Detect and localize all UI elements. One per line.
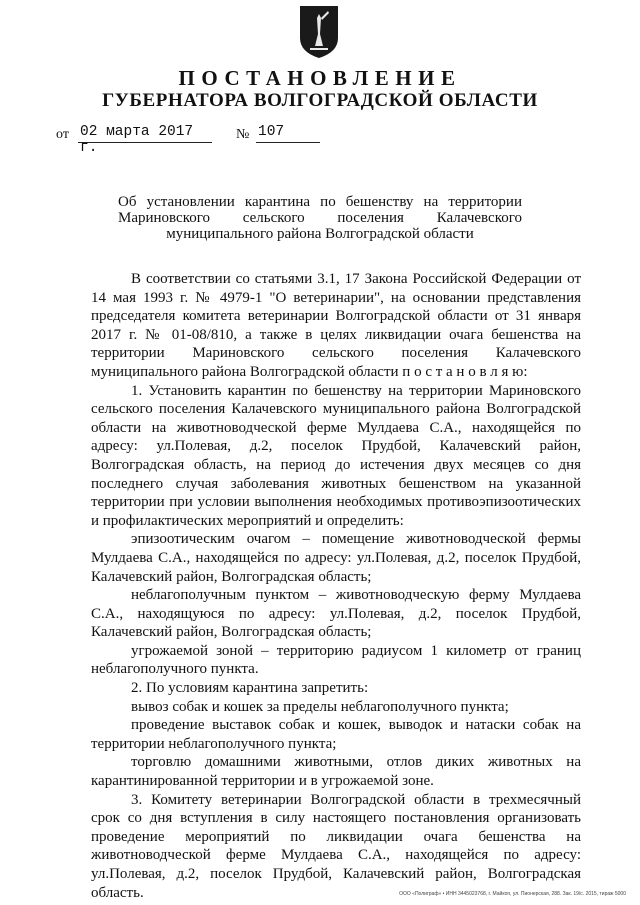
document-number: 107: [256, 124, 320, 143]
document-title: ПОСТАНОВЛЕНИЕ: [178, 66, 462, 90]
preamble-paragraph: В соответствии со статьями 3.1, 17 Закона Российской Федерации от 14 мая 1993 г. № 4979-1 "О ветеринарии", на основании представления председателя комитета ветеринарии Волгоградской области от 31 января 2017 г. № 01-08/810, а также в целях ликвидации очага бешенства на территории Мариновского сельского поселения Калачевского муниципального района Волгоградской области п о с т а н о в л я ю:: [91, 271, 581, 380]
dateline: [56, 124, 356, 156]
paragraph-2: 2. По условиям карантина запретить:: [131, 680, 369, 697]
document-subject: Об установлении карантина по бешенству на территории Мариновского сельского поселения Калачевского муниципального района Волгоградской области: [118, 194, 522, 242]
paragraph-3: 3. Комитету ветеринарии Волгоградской области в трехмесячный срок со дня вступления в силу настоящего постановления организовать проведение мероприятий по ликвидации очага бешенства на животноводческой ферме Мулдаева С.А., находящейся по адресу: ул.Полевая, д.2, поселок Прудбой, Калачевский район, Волгоградская область.: [91, 791, 581, 901]
paragraph-2a: вывоз собак и кошек за пределы неблагополучного пункта;: [131, 698, 509, 715]
date-prefix-label: от: [56, 127, 69, 142]
paragraph-2c: торговлю домашними животными, отлов диких животных на карантинированной территории и в угрожаемой зоне.: [91, 754, 581, 790]
paragraph-2b: проведение выставок собак и кошек, выводок и натаски собак на территории неблагополучного пункта;: [91, 717, 581, 752]
document-body: [91, 270, 581, 902]
number-sign-label: №: [236, 127, 250, 142]
paragraph-1b: неблагополучным пунктом – животноводческую ферму Мулдаева С.А., находящуюся по адресу: ул.Полевая, д.2, поселок Прудбой, Калачевский район, Волгоградская область;: [91, 587, 581, 641]
document-date: 02 марта 2017 г.: [78, 124, 212, 143]
paragraph-1: 1. Установить карантин по бешенству на территории Мариновского сельского поселения Калачевского муниципального района Волгоградской области на животноводческой ферме Мулдаева С.А., находящейся по адресу: ул.Полевая, д.2, поселок Прудбой, Калачевский район, Волгоградская область, на период до истечения двух месяцев со дня последнего случая заболевания животных бешенством на указанной территории при условии выполнения необходимых противоэпизоотических и профилактических мероприятий и определить:: [91, 382, 581, 529]
coat-of-arms-icon: [298, 4, 340, 60]
paragraph-1c: угрожаемой зоной – территорию радиусом 1 километр от границ неблагополучного пункта.: [91, 642, 581, 678]
paragraph-1a: эпизоотическим очагом – помещение животноводческой фермы Мулдаева С.А., находящейся по адресу: ул.Полевая, д.2, поселок Прудбой, Калачевский район, Волгоградская область;: [91, 531, 581, 585]
print-footer: ООО «Полиграф» • ИНН 3445023768, г. Майкоп, ул. Пионерская, 288. Зак. 19/с. 2015, тираж 5000: [399, 891, 626, 897]
document-subtitle: ГУБЕРНАТОРА ВОЛГОГРАДСКОЙ ОБЛАСТИ: [102, 90, 538, 111]
